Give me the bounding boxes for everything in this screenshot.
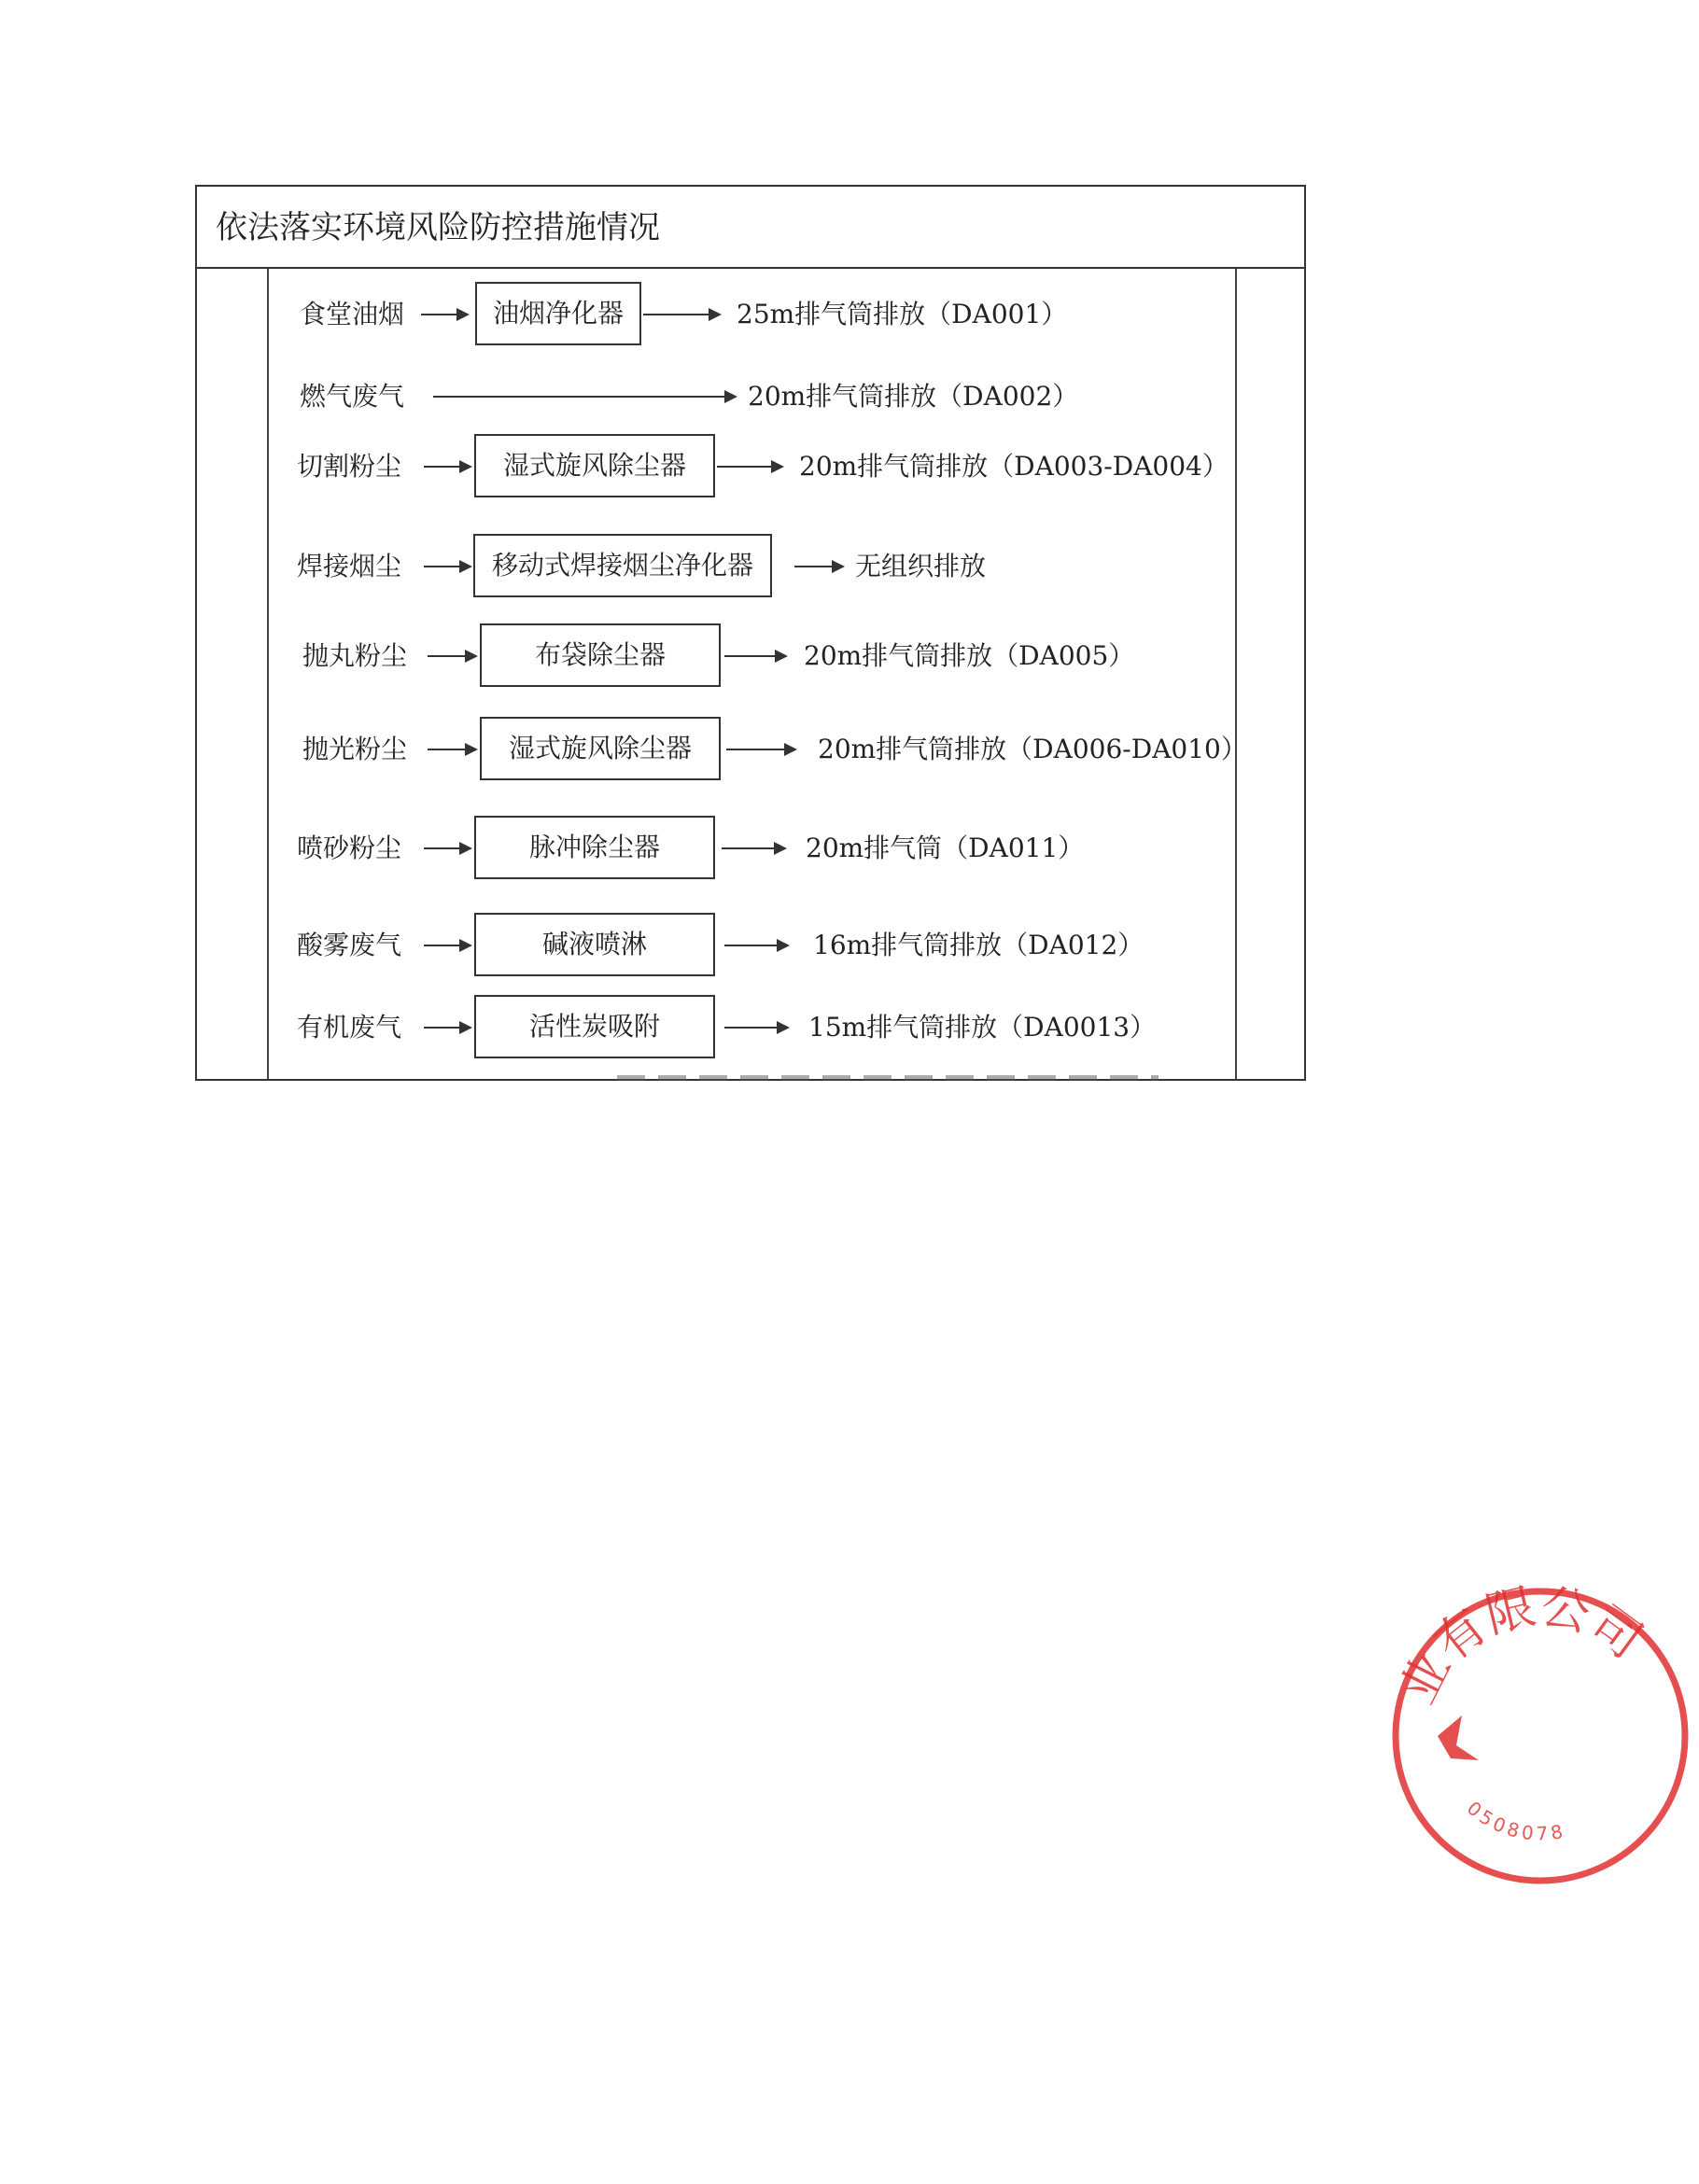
flow-arrow <box>424 847 470 849</box>
flow-output: 20m排气筒排放（DA006-DA010） <box>818 734 1247 764</box>
diagram-right-border <box>1235 269 1237 1079</box>
flow-output: 20m排气筒排放（DA003-DA004） <box>799 451 1229 482</box>
svg-text:0508078 <box>1463 1797 1568 1845</box>
flow-arrow <box>421 314 468 315</box>
treatment-device-box: 脉冲除尘器 <box>474 816 715 879</box>
flow-arrow <box>722 847 785 849</box>
flow-arrow <box>794 566 843 567</box>
flow-output: 20m排气筒排放（DA005） <box>804 640 1135 671</box>
flow-output: 无组织排放 <box>855 551 987 581</box>
treatment-device-box: 湿式旋风除尘器 <box>474 434 715 497</box>
flow-arrow <box>726 749 795 750</box>
flow-arrow <box>717 466 782 468</box>
treatment-device-box: 油烟净化器 <box>475 282 641 345</box>
flow-arrow <box>433 396 736 398</box>
flow-arrow <box>643 314 720 315</box>
seal-number: 0508078 <box>1462 1797 1568 1845</box>
flow-arrow <box>424 1027 470 1029</box>
flow-arrow <box>724 945 788 946</box>
diagram-left-border <box>267 269 269 1079</box>
flow-source: 切割粉尘 <box>297 451 402 482</box>
flow-output: 25m排气筒排放（DA001） <box>737 299 1068 329</box>
section-title: 依法落实环境风险防控措施情况 <box>197 187 1304 269</box>
clipped-figure-caption <box>617 1073 1158 1081</box>
flow-arrow <box>428 655 476 657</box>
flow-arrow <box>428 749 476 750</box>
flow-source: 有机废气 <box>297 1012 402 1043</box>
flow-arrow <box>724 1027 788 1029</box>
flow-output: 15m排气筒排放（DA0013） <box>808 1012 1157 1043</box>
treatment-device-box: 湿式旋风除尘器 <box>480 717 721 780</box>
flow-source: 抛丸粉尘 <box>302 640 408 671</box>
seal-text: 业有限公司 <box>1390 1578 1652 1713</box>
flow-output: 20m排气筒排放（DA002） <box>748 381 1079 412</box>
flow-source: 燃气废气 <box>300 381 405 412</box>
flow-arrow <box>424 466 470 468</box>
flow-source: 焊接烟尘 <box>297 551 402 581</box>
seal-star-icon <box>1438 1715 1479 1760</box>
treatment-device-box: 布袋除尘器 <box>480 623 721 687</box>
flow-output: 16m排气筒排放（DA012） <box>813 930 1144 960</box>
flow-source: 抛光粉尘 <box>302 734 408 764</box>
measures-table <box>195 185 1306 1081</box>
flow-source: 喷砂粉尘 <box>297 833 402 863</box>
flow-output: 20m排气筒（DA011） <box>806 833 1085 863</box>
company-seal <box>1382 1577 1699 1895</box>
flow-arrow <box>424 945 470 946</box>
flow-source: 食堂油烟 <box>300 299 405 329</box>
treatment-device-box: 碱液喷淋 <box>474 913 715 976</box>
treatment-device-box: 移动式焊接烟尘净化器 <box>473 534 772 597</box>
flow-arrow <box>724 655 786 657</box>
treatment-device-box: 活性炭吸附 <box>474 995 715 1058</box>
flow-arrow <box>424 566 470 567</box>
flow-source: 酸雾废气 <box>297 930 402 960</box>
